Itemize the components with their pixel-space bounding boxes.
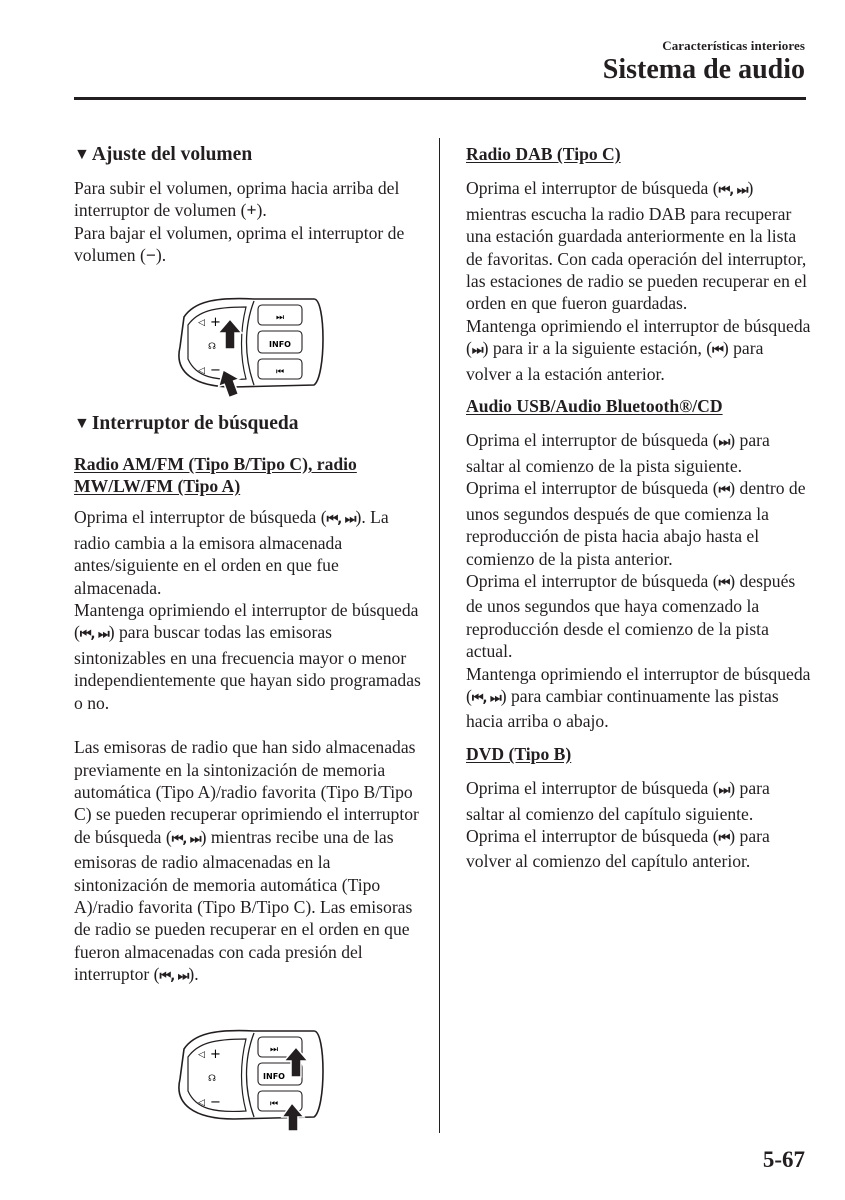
dab-paragraph-1: Oprima el interruptor de búsqueda (⏮, ⏭) mientras escucha la radio DAB para recuperar una estación guardada anteriormente en la lista de favoritas. Con cada operación del interruptor, las estaciones de radio se pueden recuperar en el orden en que fueron guardadas. [466, 178, 807, 314]
prev-track-icon: ⏮ [269, 1098, 279, 1109]
next-track-icon: ⏭ [275, 312, 285, 323]
usb-paragraph-1: Oprima el interruptor de búsqueda (⏭) para saltar al comienzo de la pista siguiente. [466, 430, 770, 476]
page-number: 5-67 [762, 1147, 805, 1172]
vol-plus-symbol: + [210, 314, 221, 330]
usb-subheading: Audio USB/Audio Bluetooth®/CD [466, 396, 723, 417]
dab-subheading: Radio DAB (Tipo C) [466, 144, 621, 164]
left-column [74, 140, 424, 1137]
volume-heading: ▼ Ajuste del volumen [74, 144, 253, 165]
prev-track-icon: ⏮ [275, 366, 285, 377]
next-track-icon: ⏭ [269, 1044, 279, 1055]
voice-icon: ☊ [208, 1073, 216, 1084]
seek-paragraph-3: Las emisoras de radio que han sido almacenadas previamente en la sintonización de memoria automática (Tipo A)/radio favorita (Tipo B/Tipo C) se pueden recuperar oprimiendo el interruptor de búsqueda (⏮, ⏭) mientras recibe una de las emisoras de radio almacenadas en la sintonización de memoria automática (Tipo A)/radio favorita (Tipo B/Tipo C). Las emisoras de radio se pueden recuperar en el orden en que fueron almacenadas con cada presión del interruptor (⏮, ⏭). [74, 737, 419, 985]
speaker-plus-icon: ◁ [198, 317, 205, 328]
usb-paragraph-2: Oprima el interruptor de búsqueda (⏮) dentro de unos segundos después de que comienza la reproducción de pista hacia abajo hasta el comienzo de la pista anterior. [466, 478, 806, 569]
volume-paragraph-2: Para bajar el volumen, oprima el interruptor de volumen (−). [74, 222, 405, 266]
volume-paragraph-1: Para subir el volumen, oprima hacia arriba del interruptor de volumen (+). [74, 178, 400, 221]
voice-icon: ☊ [208, 341, 216, 352]
info-label: INFO [269, 339, 291, 349]
header-rule [74, 97, 806, 100]
dvd-paragraph-2: Oprima el interruptor de búsqueda (⏮) para volver al comienzo del capítulo anterior. [466, 825, 770, 872]
page-title: Sistema de audio [602, 54, 805, 85]
vol-plus-symbol: + [210, 1046, 221, 1062]
right-column [466, 140, 811, 873]
speaker-minus-icon: ◁ [198, 1097, 205, 1108]
am-fm-subheading: Radio AM/FM (Tipo B/Tipo C), radio MW/LW/FM (Tipo A) [74, 453, 357, 497]
volume-switch-illustration [74, 281, 424, 401]
section-label: Características interiores [662, 38, 805, 53]
plus-symbol: + [246, 200, 257, 221]
minus-symbol: − [145, 245, 156, 266]
dvd-subheading: DVD (Tipo B) [466, 743, 572, 764]
triangle-icon: ▼ [74, 146, 90, 163]
speaker-minus-icon: ◁ [198, 365, 205, 376]
seek-paragraph-2: Mantenga oprimiendo el interruptor de búsqueda (⏮, ⏭) para buscar todas las emisoras sintonizables en una frecuencia mayor o menor independientemente que hayan sido programadas o no. [74, 600, 421, 713]
dab-paragraph-2: Mantenga oprimiendo el interruptor de búsqueda (⏭) para ir a la siguiente estación, (⏮) para volver a la estación anterior. [466, 315, 811, 384]
usb-paragraph-3: Oprima el interruptor de búsqueda (⏮) después de unos segundos que haya comenzado la reproducción desde el comienzo de la pista actual. [466, 570, 796, 662]
seek-switch-illustration [74, 1017, 424, 1137]
seek-heading: ▼ Interruptor de búsqueda [74, 412, 299, 434]
triangle-icon: ▼ [74, 414, 90, 432]
vol-minus-symbol: − [210, 1094, 221, 1110]
vol-minus-symbol: − [210, 362, 221, 378]
column-divider [439, 138, 440, 1133]
speaker-plus-icon: ◁ [198, 1049, 205, 1060]
usb-paragraph-4: Mantenga oprimiendo el interruptor de búsqueda (⏮, ⏭) para cambiar continuamente las pistas hacia arriba o abajo. [466, 663, 811, 732]
seek-paragraph-1: Oprima el interruptor de búsqueda (⏮, ⏭). La radio cambia a la emisora almacenada antes/siguiente en el orden en que fue almacenada. [74, 507, 389, 598]
dvd-paragraph-1: Oprima el interruptor de búsqueda (⏭) para saltar al comienzo del capítulo siguiente. [466, 778, 770, 824]
info-label: INFO [263, 1071, 285, 1081]
